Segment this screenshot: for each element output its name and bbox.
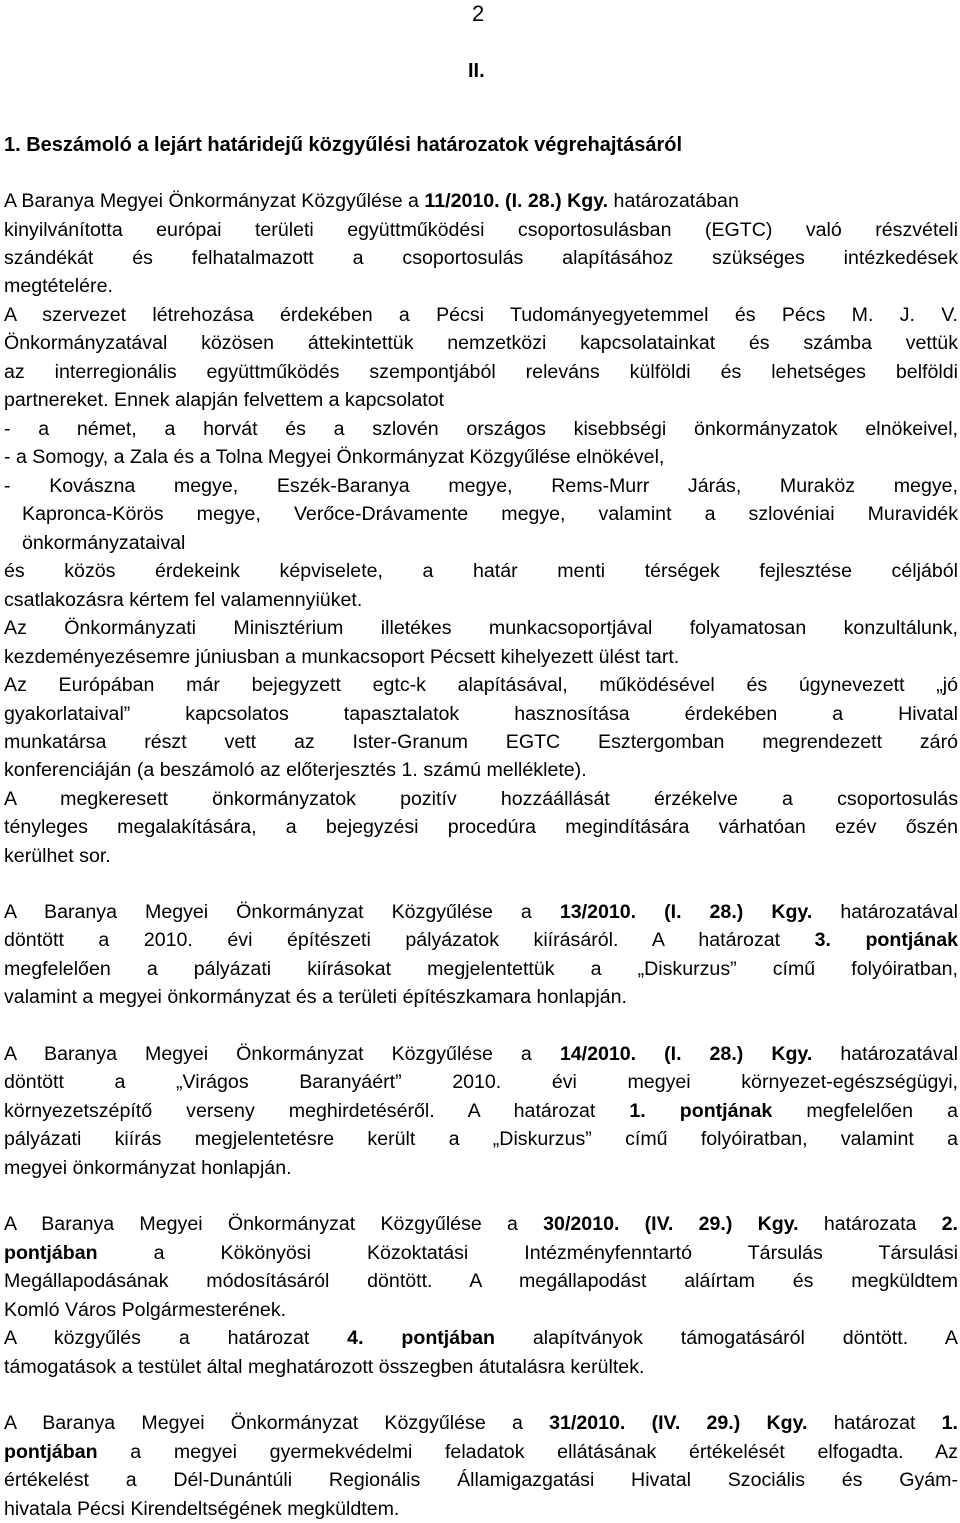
- text-line: Önkormányzatával közösen áttekintettük nemzetközi kapcsolatainkat és számba vettük: [4, 332, 958, 354]
- page-number: 2: [472, 1, 485, 26]
- text-line: valamint a megyei önkormányzat és a területi építészkamara honlapján.: [4, 986, 627, 1008]
- text-line: megyei önkormányzat honlapján.: [4, 1157, 292, 1179]
- text-line: támogatások a testület által meghatározott összegben átutalásra kerültek.: [4, 1356, 645, 1378]
- text-line: az interregionális együttműködés szempontjából releváns külföldi és lehetséges belföldi: [4, 361, 958, 383]
- text-line: A közgyűlés a határozat 4. pontjában alapítványok támogatásáról döntött. A: [4, 1327, 958, 1349]
- text-line: partnereket. Ennek alapján felvettem a kapcsolatot: [4, 389, 445, 411]
- text-line: A szervezet létrehozása érdekében a Pécsi Tudományegyetemmel és Pécs M. J. V.: [4, 304, 958, 326]
- text-line: - a Somogy, a Zala és a Tolna Megyei Önkormányzat Közgyűlése elnökével,: [4, 446, 665, 468]
- text-line: pontjában a megyei gyermekvédelmi feladatok ellátásának értékelését elfogadta. Az: [4, 1441, 958, 1463]
- text-line: kezdeményezésemre júniusban a munkacsoport Pécsett kihelyezett ülést tart.: [4, 646, 680, 668]
- text-line: döntött a „Virágos Baranyáért” 2010. évi megyei környezet-egészségügyi,: [4, 1071, 958, 1093]
- text-line: A Baranya Megyei Önkormányzat Közgyűlése a 11/2010. (I. 28.) Kgy. határozatában: [4, 190, 739, 212]
- text-line: kinyilvánította európai területi együttműködési csoportosulásban (EGTC) való részvételi: [4, 219, 958, 241]
- text-line: tényleges megalakítására, a bejegyzési procedúra megindítására várhatóan ezév őszén: [4, 816, 958, 838]
- text-line: munkatársa részt vett az Ister-Granum EGTC Esztergomban megrendezett záró: [4, 731, 958, 753]
- text-line: pontjában a Kökönyösi Közoktatási Intézményfenntartó Társulás Társulási: [4, 1242, 958, 1264]
- text-line: A megkeresett önkormányzatok pozitív hozzáállását érzékelve a csoportosulás: [4, 788, 958, 810]
- text-line: Megállapodásának módosításáról döntött. A megállapodást aláírtam és megküldtem: [4, 1270, 958, 1292]
- text-line: pályázati kiírás megjelentetésre került a „Diskurzus” című folyóiratban, valamint a: [4, 1128, 958, 1150]
- text-line: környezetszépítő verseny meghirdetéséről. A határozat 1. pontjának megfelelően a: [4, 1100, 958, 1122]
- text-line: értékelést a Dél-Dunántúli Regionális Államigazgatási Hivatal Szociális és Gyám-: [4, 1469, 958, 1491]
- text-line: szándékát és felhatalmazott a csoportosulás alapításához szükséges intézkedések: [4, 247, 958, 269]
- text-line: Kapronca-Körös megye, Verőce-Drávamente megye, valamint a szlovéniai Muravidék: [22, 503, 958, 525]
- text-line: - a német, a horvát és a szlovén országos kisebbségi önkormányzatok elnökeivel,: [4, 418, 958, 440]
- text-line: - Kovászna megye, Eszék-Baranya megye, Rems-Murr Járás, Muraköz megye,: [4, 475, 958, 497]
- text-line: A Baranya Megyei Önkormányzat Közgyűlése a 30/2010. (IV. 29.) Kgy. határozata 2.: [4, 1213, 958, 1235]
- text-line: konferenciáján (a beszámoló az előterjesztés 1. számú melléklete).: [4, 759, 587, 781]
- text-line: Komló Város Polgármesterének.: [4, 1299, 287, 1321]
- text-line: Az Önkormányzati Minisztérium illetékes munkacsoportjával folyamatosan konzultálunk,: [4, 617, 958, 639]
- text-line: csatlakozásra kértem fel valamennyiüket.: [4, 589, 363, 611]
- text-line: megfelelően a pályázati kiírásokat megjelentettük a „Diskurzus” című folyóiratban,: [4, 958, 958, 980]
- section-heading: 1. Beszámoló a lejárt határidejű közgyűlési határozatok végrehajtásáról: [4, 134, 683, 156]
- text-line: A Baranya Megyei Önkormányzat Közgyűlése a 13/2010. (I. 28.) Kgy. határozatával: [4, 901, 958, 923]
- text-line: gyakorlataival” kapcsolatos tapasztalatok hasznosítása érdekében a Hivatal: [4, 703, 958, 725]
- section-number: II.: [468, 60, 485, 82]
- text-line: Az Európában már bejegyzett egtc-k alapításával, működésével és úgynevezett „jó: [4, 674, 958, 696]
- text-line: A Baranya Megyei Önkormányzat Közgyűlése a 31/2010. (IV. 29.) Kgy. határozat 1.: [4, 1412, 958, 1434]
- text-line: és közös érdekeink képviselete, a határ menti térségek fejlesztése céljából: [4, 560, 958, 582]
- text-line: önkormányzataival: [22, 532, 186, 554]
- text-line: A Baranya Megyei Önkormányzat Közgyűlése a 14/2010. (I. 28.) Kgy. határozatával: [4, 1043, 958, 1065]
- text-line: megtételére.: [4, 275, 113, 297]
- text-line: döntött a 2010. évi építészeti pályázatok kiírásáról. A határozat 3. pontjának: [4, 929, 958, 951]
- text-line: hivatala Pécsi Kirendeltségének megküldtem.: [4, 1498, 400, 1520]
- text-line: kerülhet sor.: [4, 845, 111, 867]
